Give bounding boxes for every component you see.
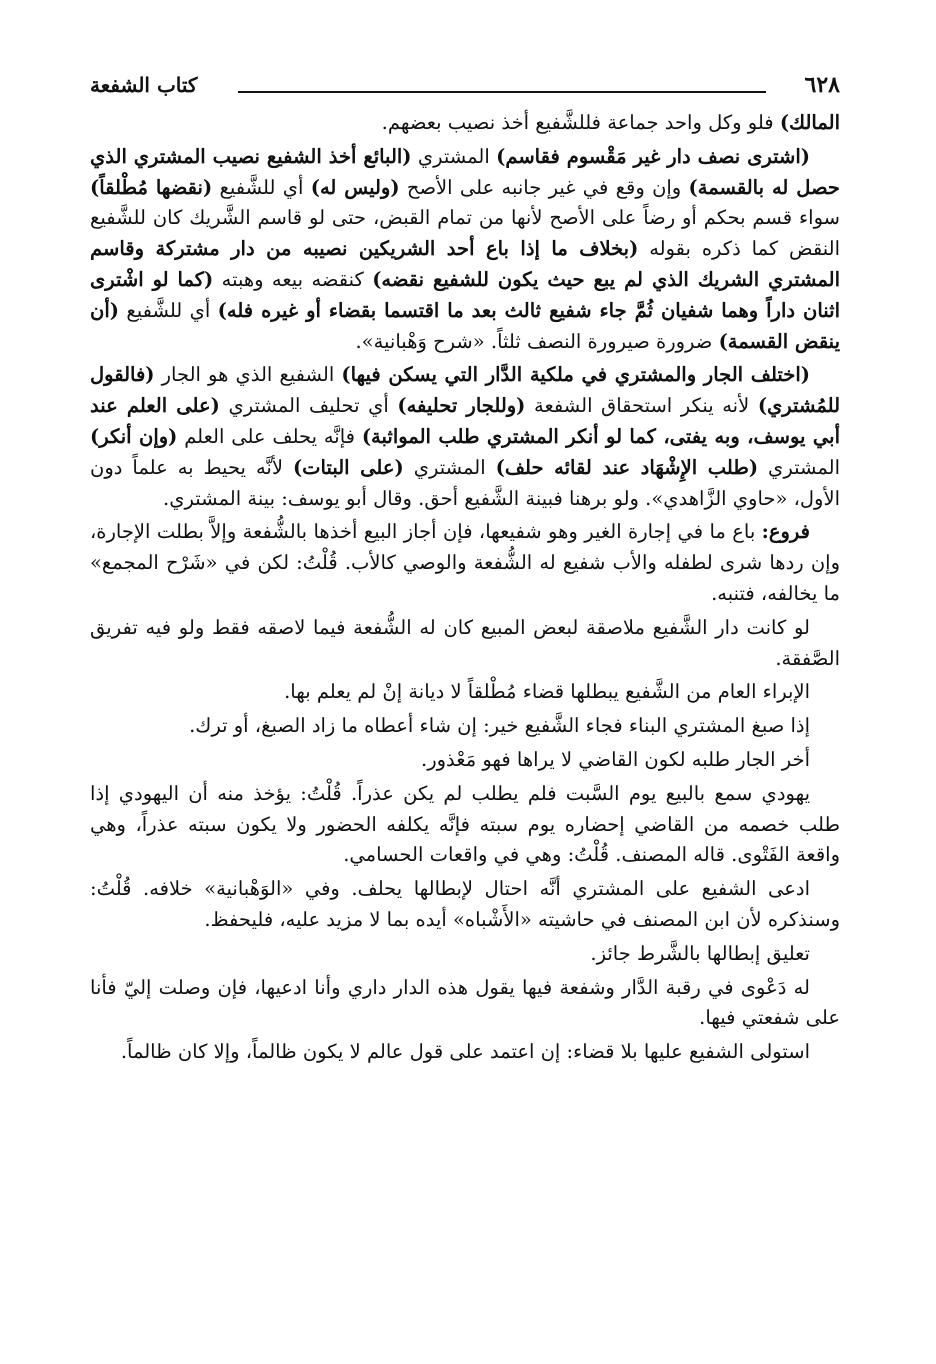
- text-segment: أخر الجار طلبه لكون القاضي لا يراها فهو مَعْذور.: [421, 747, 810, 771]
- bold-text-segment: (اشترى نصف دار غير مَقْسوم فقاسم): [496, 144, 810, 168]
- paragraph: [90, 711, 840, 742]
- paragraph: [90, 779, 840, 871]
- bold-text-segment: (على البتات): [292, 455, 404, 479]
- paragraph: [90, 108, 840, 139]
- text-segment: ادعى الشفيع على المشتري أنَّه احتال لإبطالها يحلف. وفي «الوَهْبانية» خلافه. قُلْتُ: وسنذكره لأن ابن المصنف في حاشيته «الأَشْباه» أيده بما لا مزيد عليه، فليحفظ.: [90, 877, 840, 931]
- text-segment: باع ما في إجارة الغير وهو شفيعها، فإن أجاز البيع أخذها بالشُّفعة وإلاَّ بطلت الإجارة، وإن ردها شرى لطفله والأب شفيع له الشُّفعة والوصي كالأب. قُلْتُ: لكن في «شَرْح المجمع» ما يخالفه، فتنبه.: [90, 520, 840, 605]
- bold-text-segment: (نقضها مُطْلقاً): [90, 175, 213, 199]
- header-rule: [238, 91, 766, 93]
- text-segment: أي تحليف المشتري: [219, 394, 398, 418]
- running-title: كتاب الشفعة: [90, 73, 198, 97]
- text-segment: أي للشَّفيع: [118, 298, 218, 322]
- paragraph: [90, 360, 840, 514]
- bold-text-segment: (وإن أنكر): [90, 424, 178, 448]
- main-text: [90, 108, 840, 1068]
- paragraph: [90, 142, 840, 358]
- bold-text-segment: (أن ينقض القسمة): [90, 298, 840, 353]
- bold-text-segment: (وليس له): [310, 175, 400, 199]
- bold-text-segment: (البائع أخذ الشفيع نصيب المشتري الذي حصل له بالقسمة): [90, 144, 840, 199]
- bold-text-segment: فروع:: [761, 520, 810, 544]
- paragraph: [90, 973, 840, 1035]
- text-segment: وإن وقع في غير جانبه على الأصح: [399, 175, 689, 199]
- text-segment: فإنَّه يحلف على العلم: [177, 424, 362, 448]
- bold-text-segment: (فالقول للمُشتري): [90, 363, 841, 418]
- text-segment: الإبراء العام من الشَّفيع يبطلها قضاء مُطْلقاً لا ديانة إنْ لم يعلم بها.: [284, 680, 810, 704]
- text-segment: سواء قسم بحكم أو رضاً على الأصح لأنها من تمام القبض، حتى لو قاسم الشَّريك كان للشَّفيع النقض كما ذكره بقوله: [90, 206, 841, 261]
- bold-text-segment: (بخلاف ما إذا باع أحد الشريكين نصيبه من دار مشتركة وقاسم المشتري الشريك الذي لم يبع حيث يكون للشفيع نقضه): [90, 237, 840, 291]
- bold-text-segment: (كما لو اشْترى اثنان داراً وهما شفيان ثُمَّ جاء شفيع ثالث بعد ما اقتسما بقضاء أو غيره فله): [90, 267, 840, 322]
- text-segment: لأنه ينكر استحقاق الشفعة: [525, 394, 758, 418]
- bold-text-segment: (على العلم عند أبي يوسف، وبه يفتى، كما لو أنكر المشتري طلب المواثبة): [90, 394, 840, 448]
- text-segment: إذا صبغ المشتري البناء فجاء الشَّفيع خير: إن شاء أعطاه ما زاد الصبغ، أو ترك.: [189, 714, 810, 738]
- text-segment: كنقضه بيعه وهبته: [213, 267, 373, 291]
- text-segment: المشتري: [758, 455, 840, 479]
- text-segment: ضرورة صيرورة النصف ثلثاً. «شرح وَهْبانية».: [355, 329, 719, 353]
- paragraph: [90, 939, 840, 970]
- page-header: [90, 70, 840, 100]
- paragraph: [90, 745, 840, 776]
- paragraph: [90, 1037, 840, 1068]
- text-segment: تعليق إبطالها بالشَّرط جائز.: [590, 941, 810, 965]
- text-segment: الشفيع الذي هو الجار: [154, 363, 342, 387]
- text-segment: المشتري: [403, 455, 496, 479]
- bold-text-segment: (طلب الإِشْهَاد عند لقائه حلف): [495, 455, 759, 479]
- page-number: ٦٢٨: [804, 72, 840, 98]
- text-segment: له دَعْوى في رقبة الدَّار وشفعة فيها يقول هذه الدار داري وأنا ادعيها، فإن وصلت إليّ فأنا على شفعتي فيها.: [90, 975, 840, 1030]
- paragraph: [90, 874, 840, 936]
- text-segment: المشتري: [411, 144, 497, 168]
- paragraph: [90, 517, 840, 609]
- paragraph: [90, 613, 840, 675]
- text-segment: أي للشَّفيع: [212, 175, 311, 199]
- bold-text-segment: المالك): [779, 111, 840, 134]
- text-segment: لأنَّه يحيط به علماً دون الأول، «حاوي الزَّاهدي». ولو برهنا فبينة الشَّفيع أحق. وقال أبو يوسف: بينة المشتري.: [90, 455, 840, 510]
- text-segment: لو كانت دار الشَّفيع ملاصقة لبعض المبيع كان له الشُّفعة فيما لاصقه فقط ولو فيه تفريق الصَّفقة.: [90, 615, 840, 670]
- text-segment: يهودي سمع بالبيع يوم السَّبت فلم يطلب لم يكن عذراً. قُلْتُ: يؤخذ منه أن اليهودي إذا طلب خصمه من القاضي إحضاره يوم سبته فإنَّه يكلفه الحضور ولا يكون سبته عذراً، وهي واقعة الفَتْوى. قاله المصنف. قُلْتُ: وهي في واقعات الحسامي.: [90, 781, 840, 867]
- paragraph: [90, 677, 840, 708]
- text-segment: استولى الشفيع عليها بلا قضاء: إن اعتمد على قول عالم لا يكون ظالماً، وإلا كان ظالماً.: [120, 1040, 810, 1064]
- text-segment: فلو وكل واحد جماعة فللشَّفيع أخذ نصيب بعضهم.: [381, 111, 780, 134]
- bold-text-segment: (وللجار تحليفه): [397, 394, 526, 418]
- bold-text-segment: (اختلف الجار والمشتري في ملكية الدَّار التي يسكن فيها): [341, 363, 810, 387]
